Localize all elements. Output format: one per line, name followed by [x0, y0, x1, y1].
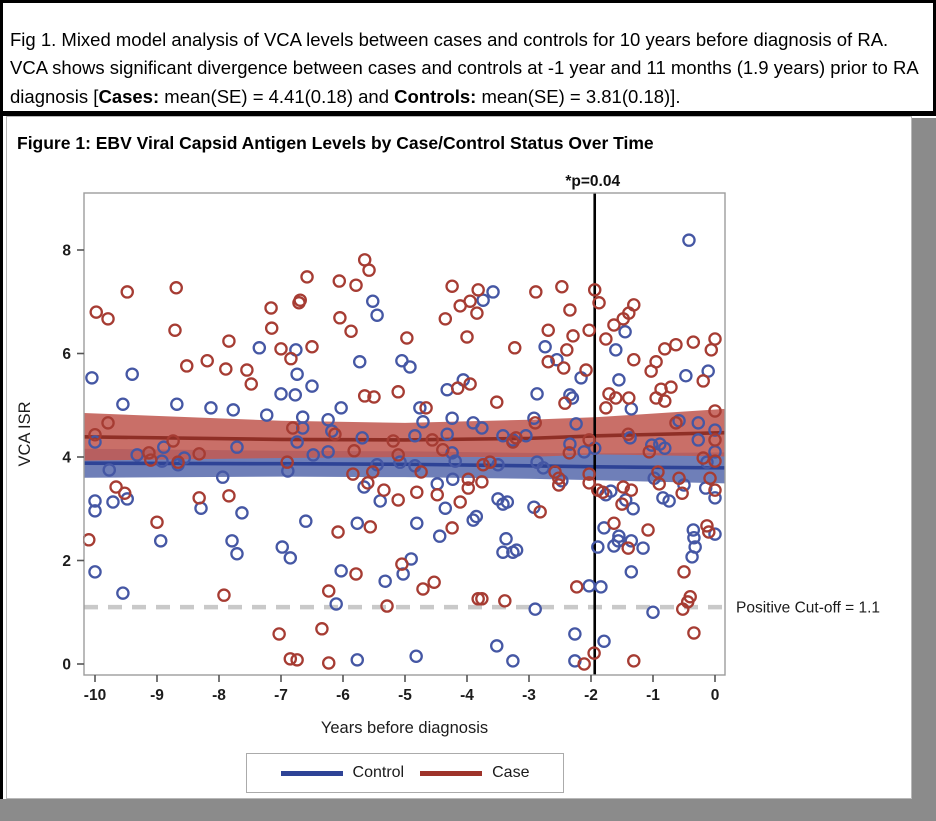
svg-text:-8: -8	[212, 687, 226, 704]
svg-text:8: 8	[62, 242, 71, 260]
svg-text:-2: -2	[584, 687, 598, 704]
caption-segment: mean(SE) = 3.81(0.18)].	[476, 85, 681, 107]
legend-label: Case	[492, 764, 530, 781]
svg-text:0: 0	[710, 687, 720, 704]
plot-inner	[83, 193, 725, 675]
caption-bold-segment: Cases:	[98, 85, 160, 107]
svg-text:-4: -4	[460, 687, 474, 704]
svg-text:-7: -7	[274, 687, 288, 704]
svg-text:4: 4	[62, 449, 71, 467]
svg-text:-5: -5	[398, 687, 412, 704]
svg-text:-9: -9	[150, 687, 164, 704]
legend-item-case	[420, 764, 529, 782]
legend-label: Control	[352, 764, 405, 781]
figure-title: Figure 1: EBV Viral Capsid Antigen Levels by Case/Control Status Over Time	[17, 133, 654, 153]
caption-bold-segment: Controls:	[394, 85, 477, 107]
caption-segment: mean(SE) = 4.41(0.18) and	[159, 85, 395, 107]
caption-segment: Fig 1. Mixed model analysis of VCA levels between cases and controls for 10 years before diagnosis of RA. VCA shows significant divergence between cases and controls at -1 year and 11 months (1.9 years) prior to RA diagnosis [	[10, 28, 918, 107]
legend-line-swatch	[281, 771, 343, 776]
chart-legend	[246, 753, 564, 793]
x-axis-title: Years before diagnosis	[320, 719, 489, 737]
svg-text:-10: -10	[83, 687, 107, 704]
svg-text:-3: -3	[522, 687, 536, 704]
cutoff-label: Positive Cut-off = 1.1	[736, 599, 881, 617]
svg-text:-6: -6	[336, 687, 350, 704]
svg-text:0: 0	[62, 656, 71, 674]
legend-line-swatch	[420, 771, 482, 776]
svg-text:-1: -1	[646, 687, 660, 704]
svg-text:6: 6	[62, 346, 71, 363]
svg-text:2: 2	[62, 553, 71, 570]
y-axis-title: VCA ISR	[16, 401, 34, 467]
legend-item-control	[281, 764, 405, 782]
pvalue-annotation: *p=0.04	[565, 173, 621, 190]
